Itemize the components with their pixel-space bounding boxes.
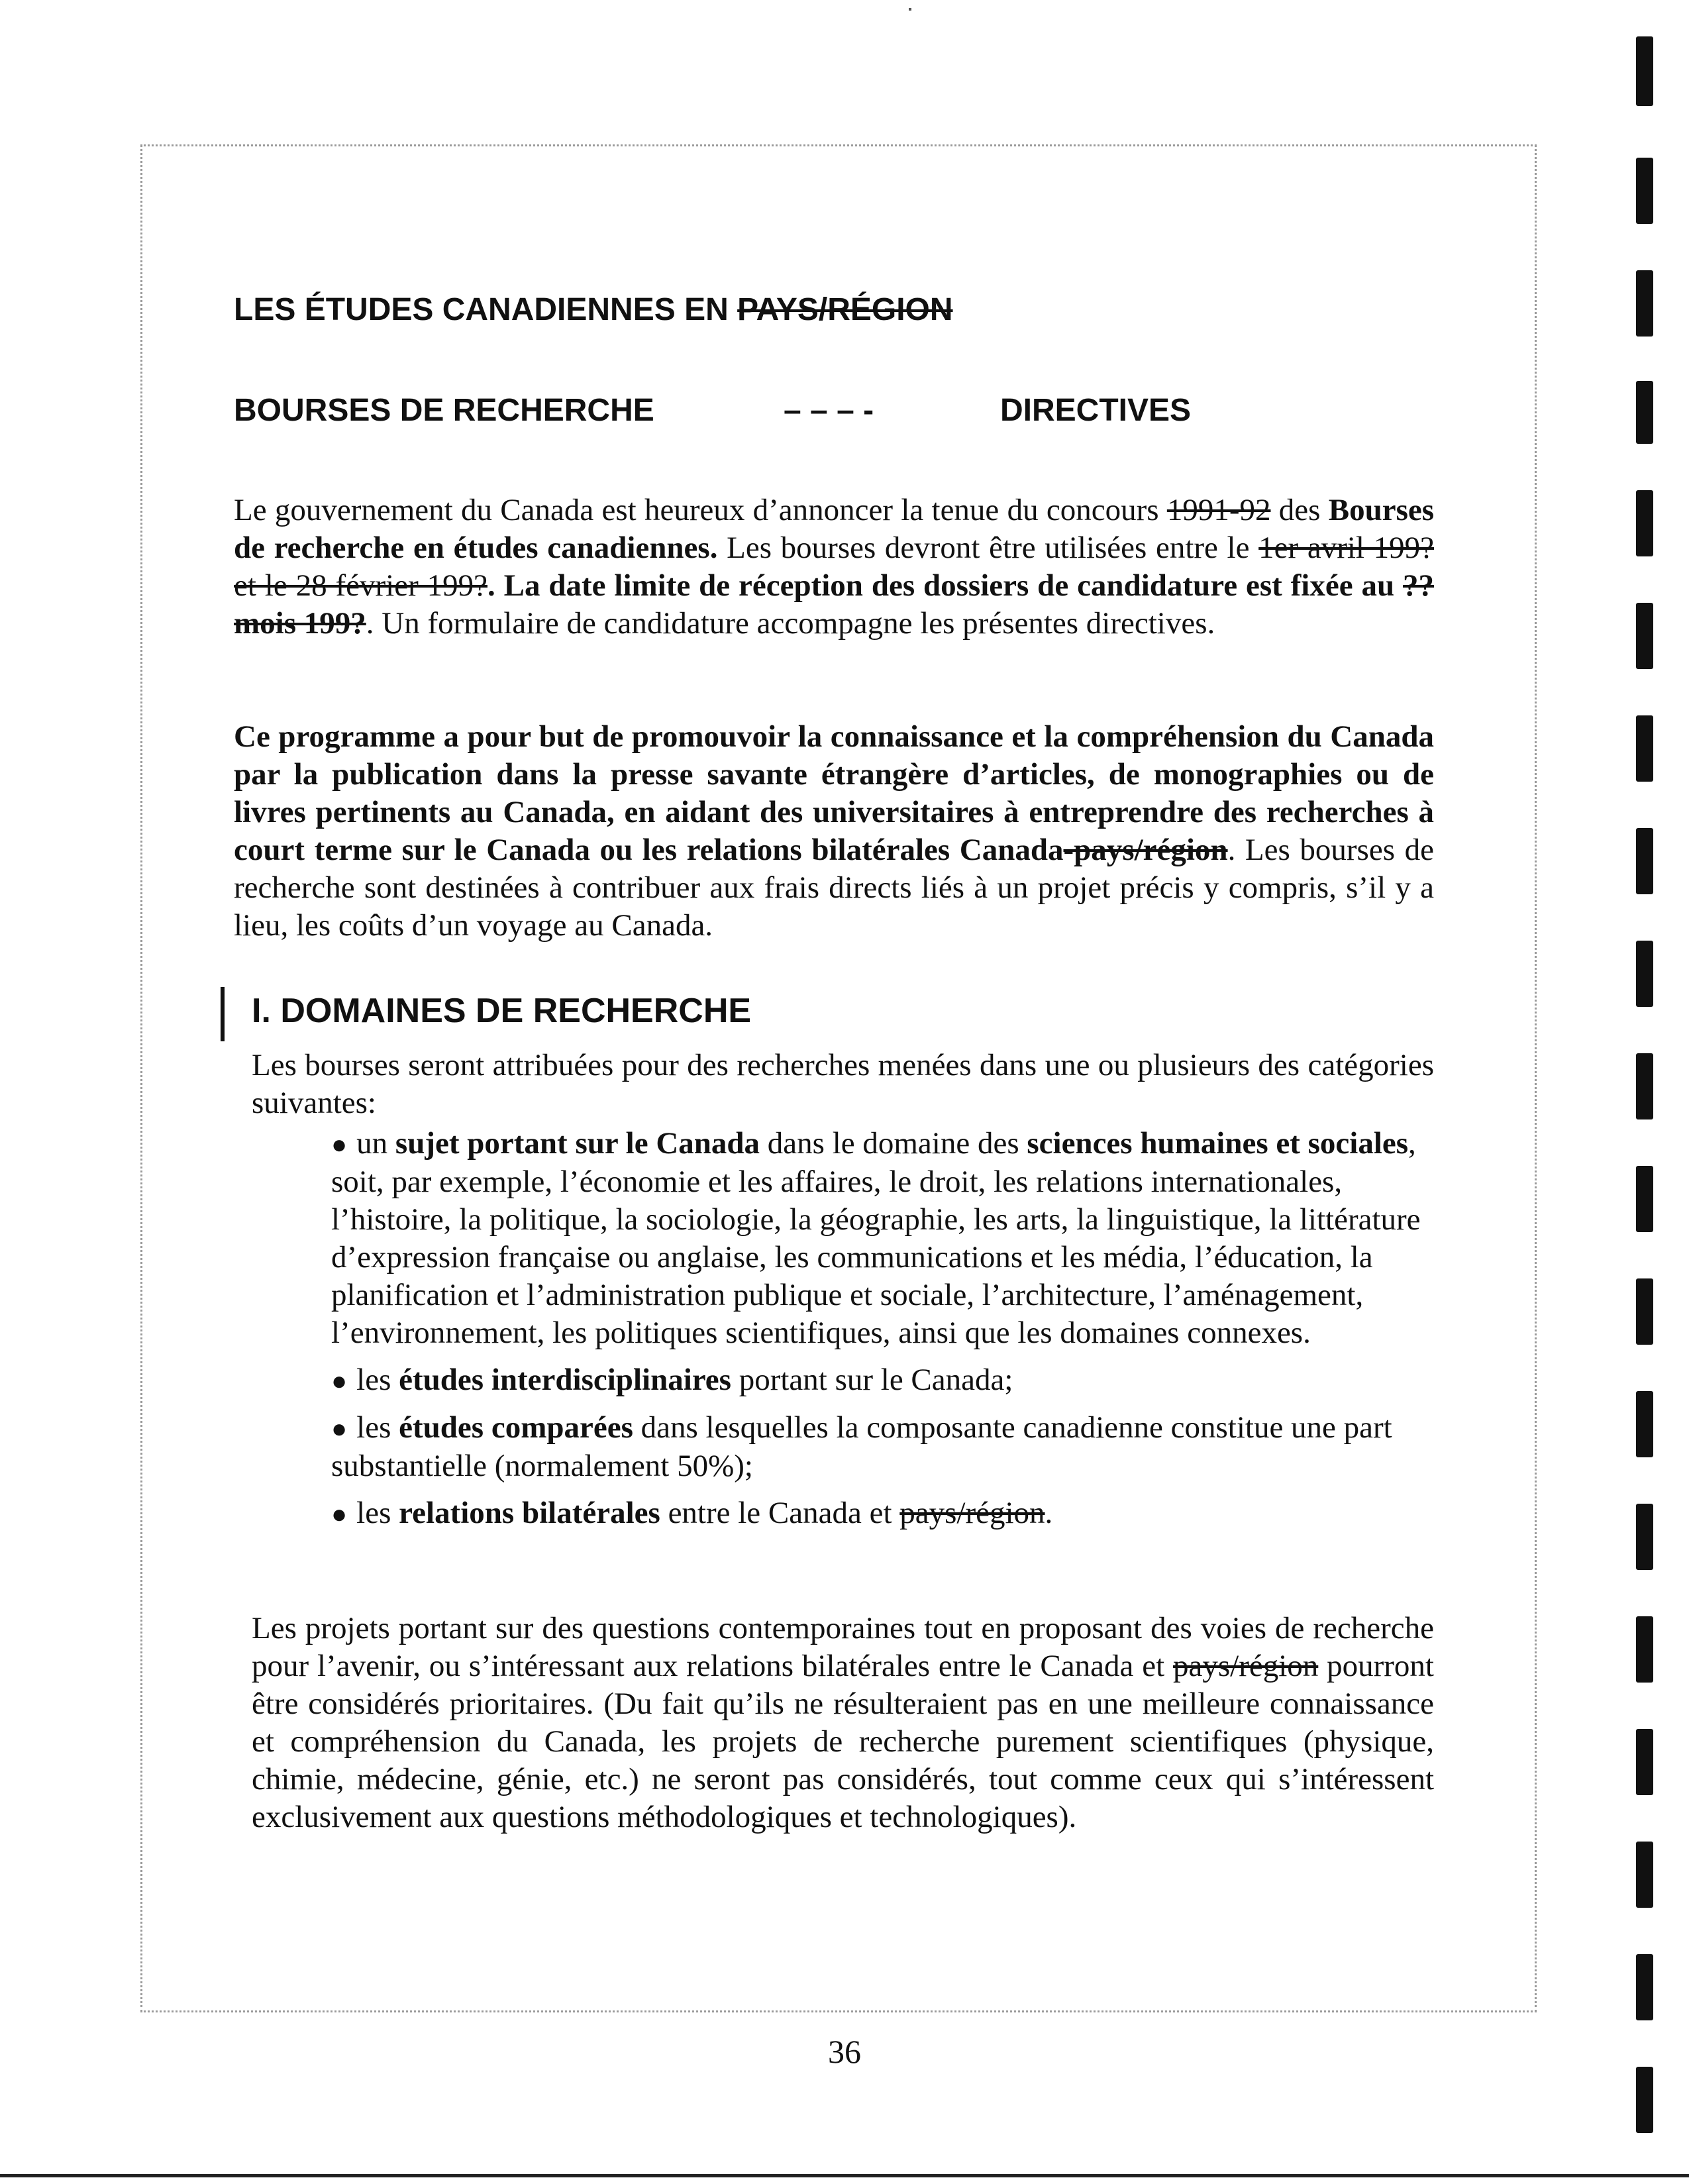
item-text: , soit, par exemple, l’économie et les affaires, le droit, les relations internationales, l’histoire, la politique, la sociologie, la géographie, les arts, la linguistique, la littérature d’expression française ou anglaise, les communications et les média, l’éducation, la planification et l’administration publique et sociale, l’architecture, l’aménagement, l’environnement, les politiques scientifiques, ainsi que les domaines connexes. [331, 1126, 1421, 1350]
bullet-icon: ● [331, 1414, 348, 1443]
intro-struck-3: ?? mois 199? [234, 568, 1434, 641]
revision-bar [221, 987, 225, 1041]
binding-hole-mark [1636, 36, 1653, 106]
intro-struck-1: 1991-92 [1166, 493, 1271, 527]
binding-hole-mark [1636, 941, 1653, 1007]
item-text: les [356, 1410, 399, 1445]
binding-hole-mark [1636, 270, 1653, 337]
list-item [331, 1409, 1434, 1485]
item-text: les [356, 1496, 399, 1530]
item-bold: études interdisciplinaires [399, 1363, 731, 1397]
list-item [331, 1125, 1434, 1352]
binding-hole-mark [1636, 490, 1653, 556]
item-text: portant sur le Canada; [731, 1363, 1013, 1397]
binding-hole-mark [1636, 1166, 1653, 1232]
intro-text-2: des [1270, 493, 1329, 527]
intro-bold-1: Bourses de recherche en études canadiennes. [234, 493, 1435, 565]
subtitle-left: BOURSES DE RECHERCHE [234, 393, 654, 428]
closing-struck: pays/région [1173, 1649, 1319, 1683]
page-title-text: LES ÉTUDES CANADIENNES EN [234, 292, 738, 327]
purpose-text: . Les bourses de recherche sont destinées à contribuer aux frais directs liés à un projet précis y compris, s’il y a lieu, les coûts d’un voyage au Canada. [234, 833, 1434, 943]
item-text: . [1045, 1496, 1053, 1530]
list-item [331, 1361, 1434, 1400]
subtitle-right: DIRECTIVES [1000, 393, 1192, 428]
page-title-struck: PAYS/RÉGION [737, 292, 953, 327]
scan-speck [909, 8, 911, 11]
page-subtitle [234, 392, 1360, 429]
intro-struck-2: 1er avril 199? et le 28 février 199? [234, 531, 1434, 603]
bullet-icon: ● [331, 1129, 348, 1159]
list-item [331, 1494, 1434, 1533]
item-bold: relations bilatérales [399, 1496, 660, 1530]
section-heading: I. DOMAINES DE RECHERCHE [252, 992, 752, 1030]
closing-paragraph [252, 1610, 1434, 1836]
item-struck: pays/région [899, 1496, 1045, 1530]
item-text: entre le Canada et [660, 1496, 900, 1530]
binding-hole-mark [1636, 1729, 1653, 1795]
binding-hole-mark [1636, 158, 1653, 224]
item-bold: sciences humaines et sociales [1027, 1126, 1409, 1161]
bullet-icon: ● [331, 1499, 348, 1529]
binding-hole-mark [1636, 1504, 1653, 1570]
item-bold: sujet portant sur le Canada [395, 1126, 760, 1161]
item-text: dans le domaine des [760, 1126, 1027, 1161]
binding-hole-mark [1636, 1616, 1653, 1683]
page-title [234, 291, 953, 328]
item-text: dans lesquelles la composante canadienne constitue une part substantielle (normalement 50%); [331, 1410, 1392, 1483]
scan-bottom-edge [0, 2174, 1689, 2177]
binding-hole-mark [1636, 1842, 1653, 1908]
intro-bold-2: . La date limite de réception des dossiers de candidature est fixée au [487, 568, 1403, 603]
closing-text-1: Les projets portant sur des questions contemporaines tout en proposant des voies de recherche pour l’avenir, ou s’intéressant aux relations bilatérales entre le Canada et [252, 1611, 1434, 1683]
binding-hole-mark [1636, 1391, 1653, 1457]
item-bold: études comparées [399, 1410, 633, 1445]
purpose-paragraph [234, 718, 1434, 945]
intro-text-4: . Un formulaire de candidature accompagne les présentes directives. [366, 606, 1215, 641]
binding-hole-mark [1636, 1954, 1653, 2020]
purpose-struck: -pays/région [1063, 833, 1228, 867]
binding-hole-mark [1636, 828, 1653, 894]
section-intro: Les bourses seront attribuées pour des recherches menées dans une ou plusieurs des catégories suivantes: [252, 1048, 1434, 1120]
research-categories-list [331, 1125, 1434, 1542]
binding-hole-mark [1636, 381, 1653, 444]
binding-hole-mark [1636, 603, 1653, 669]
closing-text-2: pourront être considérés prioritaires. (Du fait qu’ils ne résulteraient pas en une meilleure connaissance et compréhension du Canada, les projets de recherche purement scientifiques (physique, chimie, médecine, génie, etc.) ne seront pas considérés, tout comme ceux qui s’intéressent exclusivement aux questions méthodologiques et technologiques). [252, 1649, 1434, 1834]
intro-text-3: Les bourses devront être utilisées entre le [717, 531, 1259, 565]
binding-hole-mark [1636, 1278, 1653, 1345]
purpose-bold: Ce programme a pour but de promouvoir la connaissance et la compréhension du Canada par la publication dans la presse savante étrangère d’articles, de monographies ou de livres pertinents au Canada, en aidant des universitaires à entreprendre des recherches à court terme sur le Canada ou les relations bilatérales Canada [234, 719, 1434, 867]
bullet-icon: ● [331, 1366, 348, 1396]
item-text: les [356, 1363, 399, 1397]
intro-paragraph [234, 492, 1434, 643]
page-number: 36 [828, 2033, 861, 2070]
binding-hole-mark [1636, 2067, 1653, 2133]
intro-text-1: Le gouvernement du Canada est heureux d’annoncer la tenue du concours [234, 493, 1167, 527]
item-text: un [356, 1126, 395, 1161]
binding-hole-mark [1636, 715, 1653, 782]
binding-hole-mark [1636, 1053, 1653, 1119]
subtitle-dash: – – – - [784, 393, 874, 428]
